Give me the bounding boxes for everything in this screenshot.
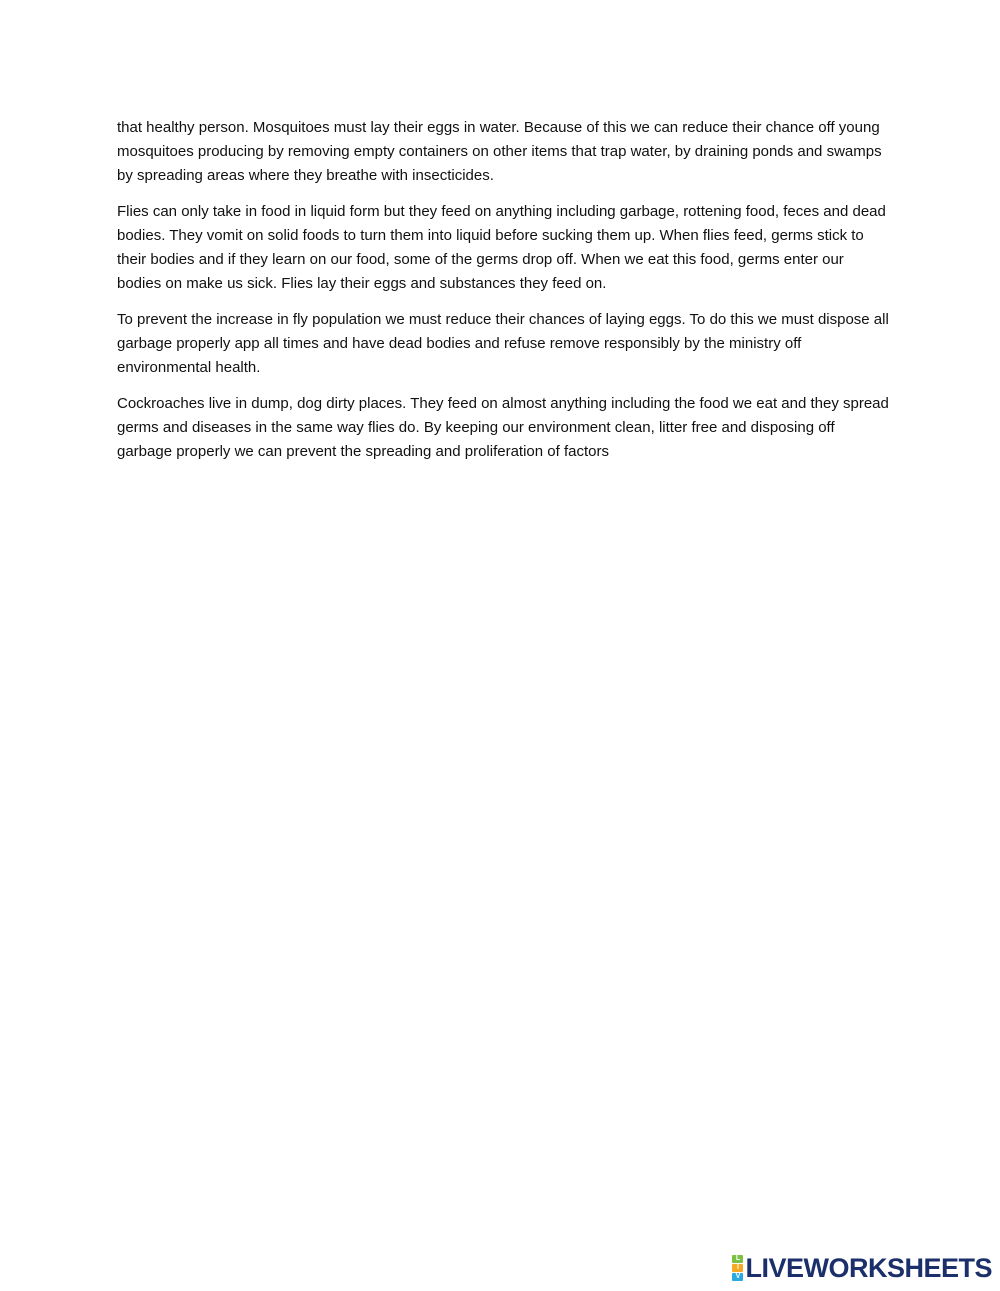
paragraph-fly-prevention: To prevent the increase in fly population we must reduce their chances of laying eggs. To do this we must dispose all garbage properly app all times and have dead bodies and refuse remove responsibly by the ministry off environmental health. xyxy=(117,311,889,376)
logo-letter-i: I xyxy=(732,1264,743,1272)
paragraph-cockroaches: Cockroaches live in dump, dog dirty places. They feed on almost anything including the food we eat and they spread germs and diseases in the same way flies do. By keeping our environment clean, litter free and disposing off garbage properly we can prevent the spreading and proliferation of factors xyxy=(117,395,889,460)
paragraph-mosquitoes: that healthy person. Mosquitoes must lay their eggs in water. Because of this we can reduce their chance off young mosquitoes producing by removing empty containers on other items that trap water, by draining ponds and swamps by spreading areas where they breathe with insecticides. xyxy=(117,119,882,184)
document-body xyxy=(117,116,889,476)
paragraph-flies: Flies can only take in food in liquid form but they feed on anything including garbage, rottening food, feces and dead bodies. They vomit on solid foods to turn them into liquid before sucking them up. When flies feed, germs stick to their bodies and if they learn on our food, some of the germs drop off. When we eat this food, germs enter our bodies on make us sick. Flies lay their eggs and substances they feed on. xyxy=(117,203,886,292)
logo-letter-v: V xyxy=(732,1273,743,1281)
liveworksheets-logo-icon xyxy=(732,1255,743,1281)
logo-letter-l: L xyxy=(732,1255,743,1263)
liveworksheets-logo xyxy=(732,1251,992,1285)
logo-wordmark: LIVEWORKSHEETS xyxy=(745,1253,992,1283)
